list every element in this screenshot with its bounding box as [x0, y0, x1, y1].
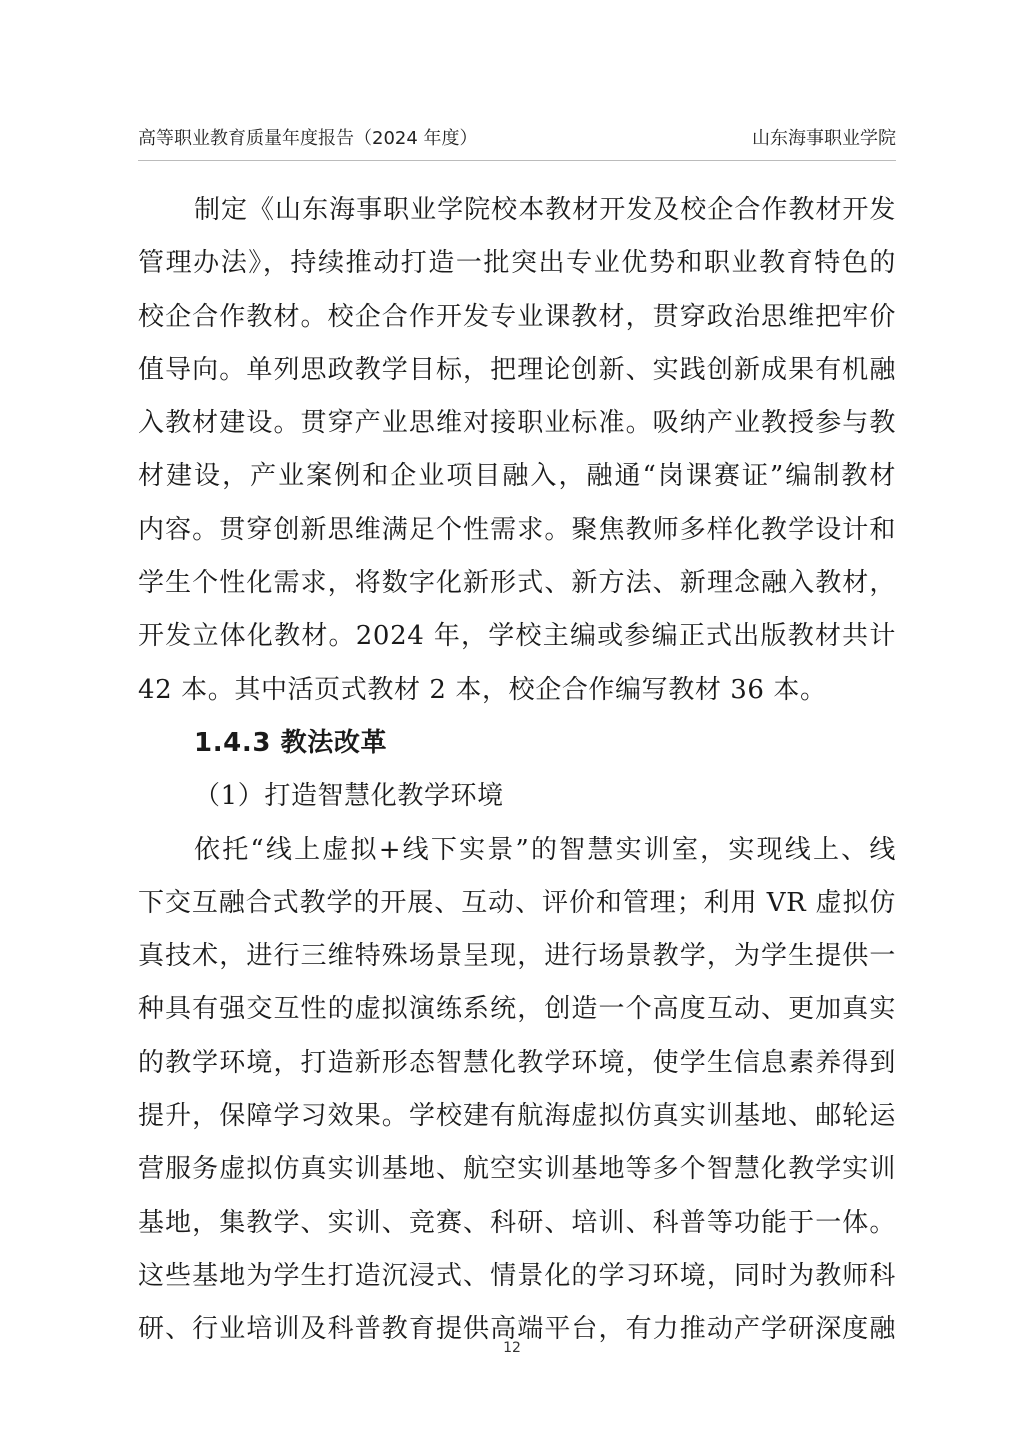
paragraph-line: 内容。贯穿创新思维满足个性需求。聚焦教师多样化教学设计和 [138, 514, 896, 545]
paragraph-textbooks [138, 184, 896, 1357]
header-divider [138, 160, 896, 161]
paragraph-line: 管理办法》，持续推动打造一批突出专业优势和职业教育特色的 [138, 248, 896, 279]
report-title: 高等职业教育质量年度报告（2024 年度） [138, 128, 478, 149]
paragraph-line: 这些基地为学生打造沉浸式、情景化的学习环境，同时为教师科 [138, 1260, 896, 1291]
paragraph-line: 材建设，产业案例和企业项目融入，融通“岗课赛证”编制教材 [138, 461, 896, 492]
paragraph-line: 种具有强交互性的虚拟演练系统，创造一个高度互动、更加真实 [138, 994, 896, 1025]
paragraph-line: 入教材建设。贯穿产业思维对接职业标准。吸纳产业教授参与教 [138, 408, 896, 439]
page-header [138, 124, 896, 154]
paragraph-line: 真技术，进行三维特殊场景呈现，进行场景教学，为学生提供一 [138, 941, 896, 972]
paragraph-line: 42 本。其中活页式教材 2 本，校企合作编写教材 36 本。 [138, 674, 827, 705]
paragraph-line: 营服务虚拟仿真实训基地、航空实训基地等多个智慧化教学实训 [138, 1154, 896, 1185]
paragraph-line: 提升，保障学习效果。学校建有航海虚拟仿真实训基地、邮轮运 [138, 1101, 896, 1132]
paragraph-line: 开发立体化教材。2024 年，学校主编或参编正式出版教材共计 [138, 621, 896, 652]
paragraph-line: 值导向。单列思政教学目标，把理论创新、实践创新成果有机融 [138, 354, 896, 385]
section-heading: 1.4.3 教法改革 [194, 727, 388, 758]
subsection-heading: （1）打造智慧化教学环境 [194, 781, 504, 812]
paragraph-line: 的教学环境，打造新形态智慧化教学环境，使学生信息素养得到 [138, 1047, 896, 1078]
page-number: 12 [503, 1340, 521, 1356]
institution-name: 山东海事职业学院 [752, 128, 896, 149]
paragraph-line: 依托“线上虚拟+线下实景”的智慧实训室，实现线上、线 [194, 834, 896, 865]
paragraph-line: 制定《山东海事职业学院校本教材开发及校企合作教材开发 [194, 195, 896, 225]
paragraph-line: 基地，集教学、实训、竞赛、科研、培训、科普等功能于一体。 [138, 1207, 896, 1238]
paragraph-line: 研、行业培训及科普教育提供高端平台，有力推动产学研深度融 [138, 1314, 896, 1345]
paragraph-line: 校企合作教材。校企合作开发专业课教材，贯穿政治思维把牢价 [138, 301, 896, 332]
paragraph-line: 学生个性化需求，将数字化新形式、新方法、新理念融入教材， [138, 568, 896, 599]
paragraph-line: 下交互融合式教学的开展、互动、评价和管理；利用 VR 虚拟仿 [138, 887, 896, 918]
